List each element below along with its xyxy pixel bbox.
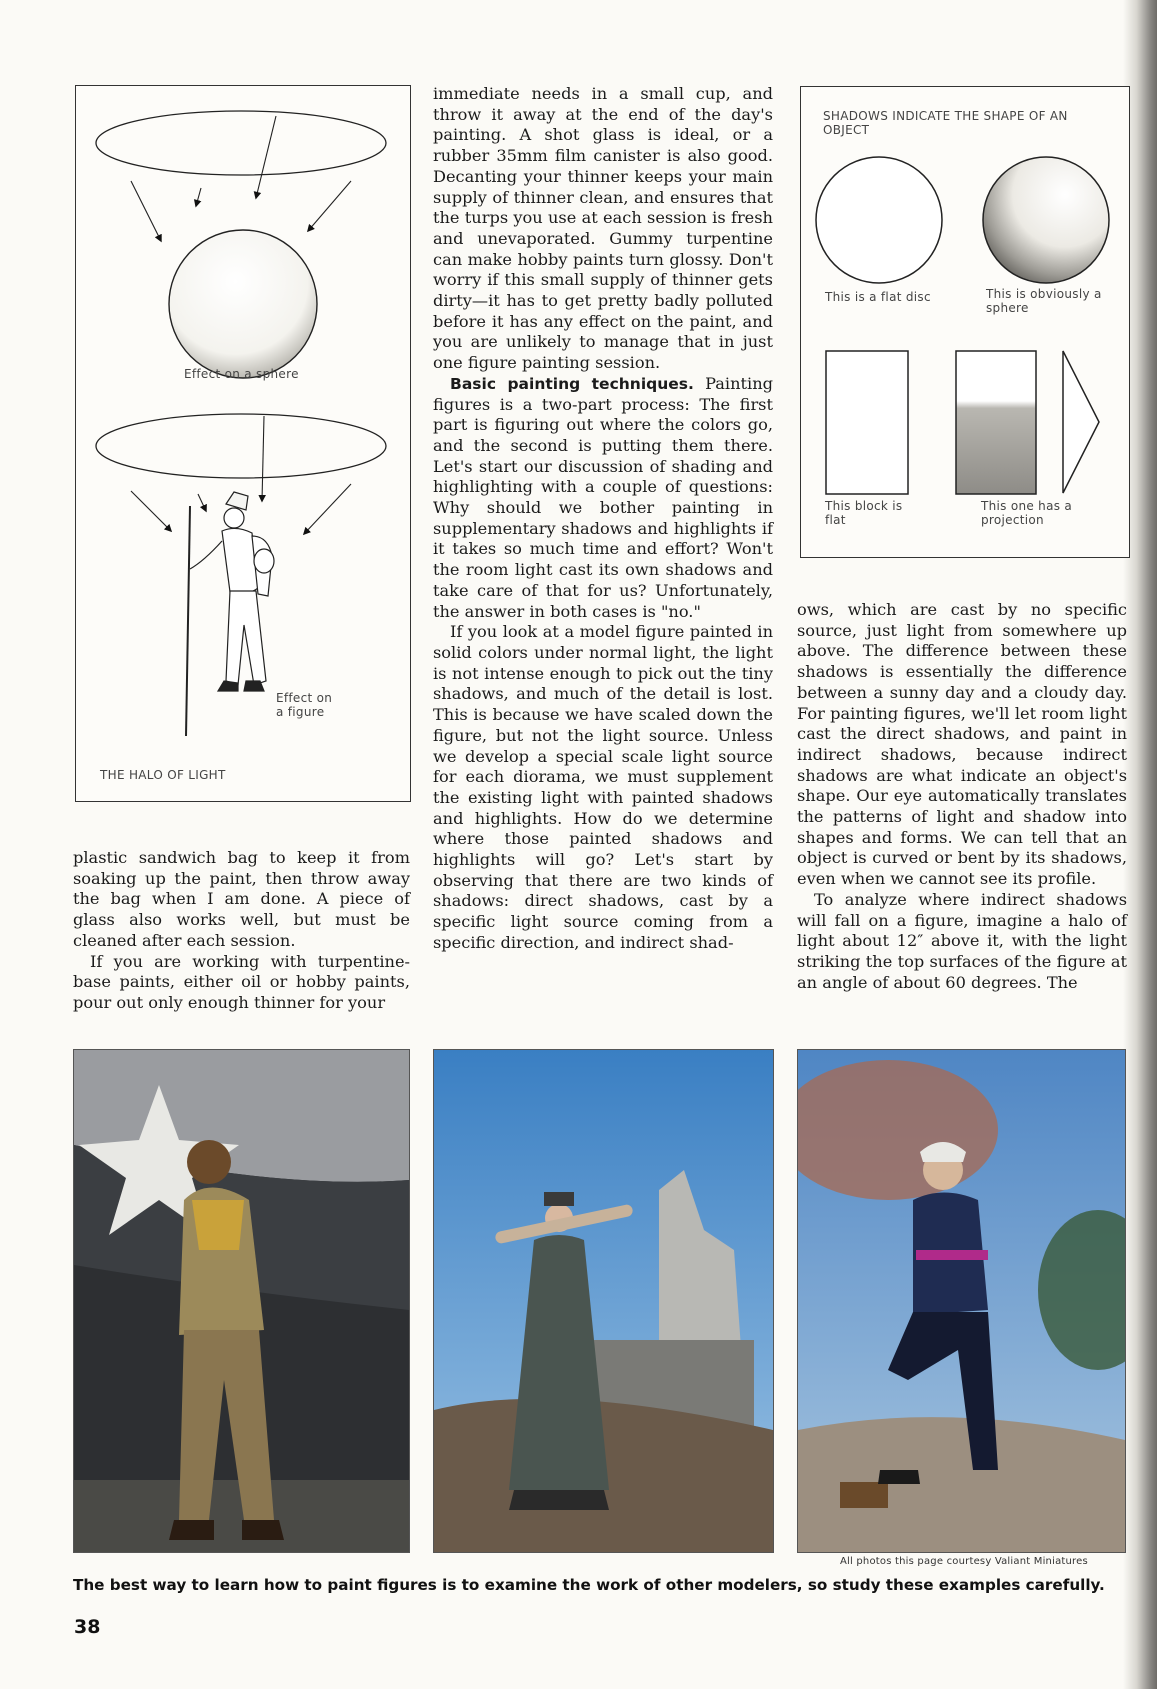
photo-pilot-figure [73, 1049, 410, 1553]
text-column-1 [73, 848, 410, 1014]
photo-officer-figure [797, 1049, 1126, 1553]
shadows-shape-diagram [800, 86, 1130, 558]
photos-caption: The best way to learn how to paint figures is to examine the work of other modelers, so study these examples carefully. [73, 1576, 1105, 1594]
col2-paragraph-2-text: Painting figures is a two-part process: The first part is figuring out where the colors go, and the second is putting them there. Let's start our discussion of shading and highlighting with a couple of questions: Why should we bother painting in supplementary shadows and highlights if it takes so much time and effort? Won't the room light cast its own shadows and take care of that for us? Unfortunately, the answer in both cases is "no." [433, 373, 773, 621]
flat-block-caption: This block is flat [825, 499, 903, 527]
photo-soldier-figure [433, 1049, 774, 1553]
halo-diagram-drawing [76, 86, 410, 801]
sphere-caption: Effect on a sphere [184, 367, 299, 381]
col2-paragraph-3: If you look at a model figure painted in solid colors under normal light, the light is not intense enough to pick out the tiny shadows, and much of the detail is lost. This is because we have scaled down the figure, but not the light source. Unless we develop a special scale light source for each diorama, we must supplement the existing light with painted shadows and highlights. How do we determine where those painted shadows and highlights will go? Let's start by observing that there are two kinds of shadows: direct shadows, cast by a specific light source coming from a specific direction, and indirect shad- [433, 622, 773, 952]
col1-paragraph-2: If you are working with turpentine-base paints, either oil or hobby paints, pour out only enough thinner for your [73, 951, 410, 1012]
figure-caption: Effect on a figure [276, 691, 333, 719]
halo-box-title: THE HALO OF LIGHT [100, 768, 226, 782]
soldier-figure-drawing [186, 492, 274, 736]
text-column-2 [433, 84, 773, 954]
halo-of-light-diagram [75, 85, 411, 802]
shadows-diagram-title: SHADOWS INDICATE THE SHAPE OF AN OBJECT [823, 109, 1068, 137]
projection-caption: This one has a projection [981, 499, 1073, 527]
shadows-diagram-drawing [801, 87, 1129, 557]
sphere-caption-right: This is obviously a sphere [986, 287, 1102, 315]
col1-paragraph-1: plastic sandwich bag to keep it from soaking up the paint, then throw away the bag when I am done. A piece of glass also works well, but must be cleaned after each session. [73, 848, 410, 950]
flat-disc-caption: This is a flat disc [825, 290, 931, 304]
text-column-3 [797, 600, 1127, 993]
page-number: 38 [74, 1616, 101, 1638]
photo-credit: All photos this page courtesy Valiant Miniatures [840, 1556, 1088, 1567]
col3-paragraph-1: ows, which are cast by no specific source, just light from somewhere up above. The difference between these shadows is essentially the difference between a sunny day and a cloudy day. For painting figures, we'll let room light cast the direct shadows, and paint in indirect shadows, because indirect shadows are what indicate an object's shape. Our eye automatically translates the patterns of light and shadow into shapes and forms. We can tell that an object is curved or bent by its shadows, even when we cannot see its profile. [797, 600, 1127, 889]
col2-paragraph-1: immediate needs in a small cup, and throw it away at the end of the day's painting. A shot glass is ideal, or a rubber 35mm film canister is also good. Decanting your thinner keeps your main supply of thinner clean, and ensures that the turps you use at each session is fresh and unevaporated. Gummy turpentine can make hobby paints turn glossy. Don't worry if this small supply of thinner gets dirty—it has to get pretty badly polluted before it has any effect on the paint, and you are unlikely to manage that in just one figure painting session. [433, 84, 773, 373]
col2-paragraph-2 [433, 374, 773, 622]
col3-paragraph-2: To analyze where indirect shadows will fall on a figure, imagine a halo of light about 12″ above it, with the light striking the top surfaces of the figure at an angle of about 60 degrees. The [797, 889, 1127, 992]
section-heading-basic-techniques: Basic painting techniques. [450, 374, 694, 393]
